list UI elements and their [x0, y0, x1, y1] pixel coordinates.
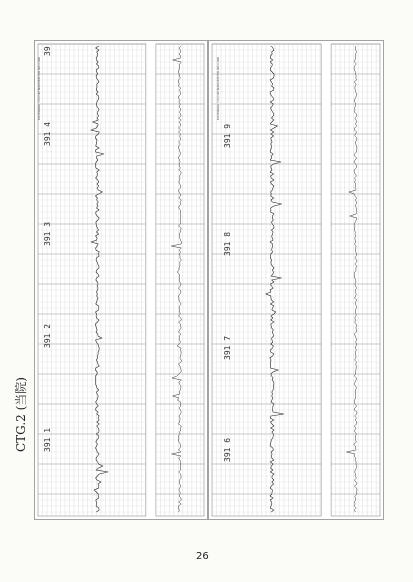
segment-label: 391 9 [223, 123, 232, 148]
segment-label: 391 7 [223, 335, 232, 360]
segment-label: 391 2 [43, 323, 52, 348]
segment-label: 391 4 [43, 121, 52, 146]
segment-label: 391 3 [43, 221, 52, 246]
ctg-trace-chart-2 [208, 40, 384, 520]
strip-header: MATERNAL TOCODYNAMOMETER RECORD [37, 56, 41, 120]
ctg-trace-chart-1 [34, 40, 208, 520]
ctg-strip-1 [34, 40, 208, 520]
strip-header: MATERNAL TOCODYNAMOMETER RECORD [216, 56, 220, 120]
page-title: CTG.2 (当院) [14, 377, 28, 452]
segment-label: 391 8 [223, 231, 232, 256]
page-number: 26 [196, 551, 209, 562]
segment-label: 391 6 [223, 437, 232, 462]
chart-frame [209, 41, 384, 520]
ctg-strip-2 [208, 40, 384, 520]
segment-label: 39 [43, 46, 52, 56]
segment-label: 391 1 [43, 427, 52, 452]
